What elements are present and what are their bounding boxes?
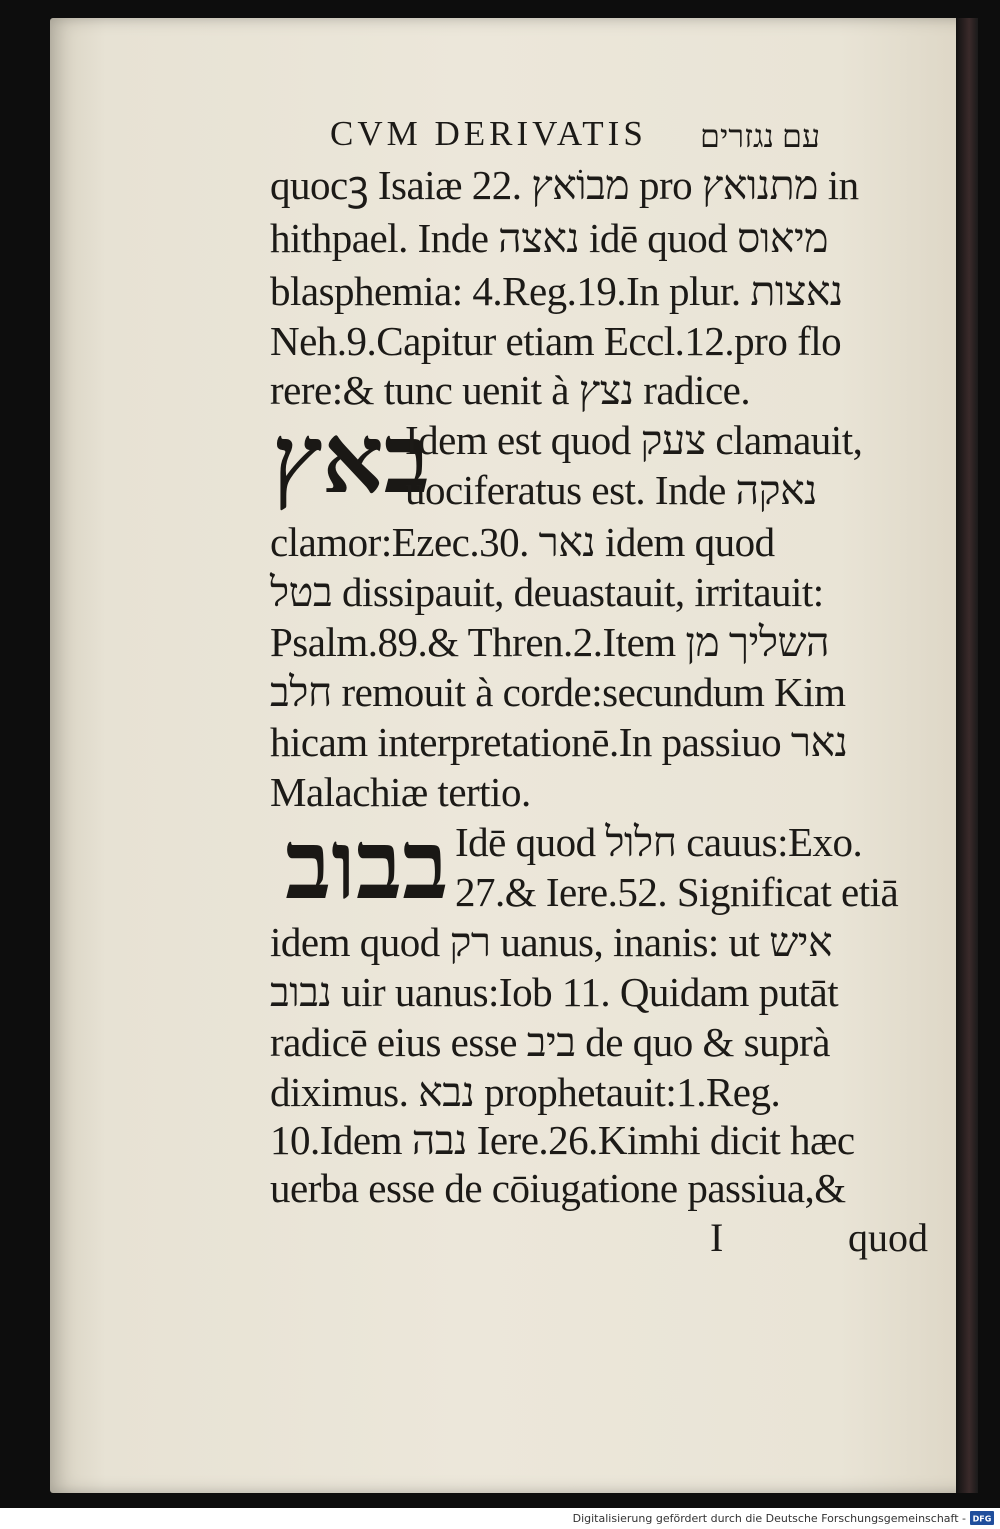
text-line-20: 10.Idem נבה Iere.26.Kimhi dicit hæc bbox=[270, 1117, 855, 1163]
running-head: CVM DERIVATIS bbox=[330, 114, 647, 153]
signature-mark: I bbox=[710, 1215, 724, 1260]
text-line-19: diximus. נבא prophetauit:1.Reg. bbox=[270, 1069, 781, 1115]
text-line-6: Idem est quod צעק clamauit, bbox=[405, 417, 863, 463]
dfg-logo-icon bbox=[970, 1511, 994, 1525]
text-line-10: Psalm.89.& Thren.2.Item השליך מן bbox=[270, 619, 830, 665]
text-line-12: hicam interpretationē.In passiuo נאר bbox=[270, 719, 848, 765]
dfg-logo-text: DFG bbox=[972, 1514, 992, 1524]
text-line-4: Neh.9.Capitur etiam Eccl.12.pro flo bbox=[270, 318, 842, 364]
text-line-21: uerba esse de cōiugatione passiua,& bbox=[270, 1165, 846, 1211]
headword-1: באץ bbox=[272, 406, 430, 513]
text-line-8: clamor:Ezec.30. נאר idem quod bbox=[270, 519, 775, 565]
text-line-1: quocꝫ Isaiæ 22. מבוֹאץ pro מתנואץ in bbox=[270, 162, 859, 208]
running-head-hebrew: עם נגזרים bbox=[700, 118, 821, 154]
text-line-13: Malachiæ tertio. bbox=[270, 769, 531, 815]
footer-credit: Digitalisierung gefördert durch die Deutsche Forschungsgemeinschaft - bbox=[572, 1512, 966, 1525]
digitization-footer bbox=[0, 1508, 1000, 1529]
text-line-9: בטל dissipauit, deuastauit, irritauit: bbox=[270, 569, 824, 615]
text-line-3: blasphemia: 4.Reg.19.In plur. נאצות bbox=[270, 268, 843, 314]
text-line-11: חלב remouit à corde:secundum Kim bbox=[270, 669, 846, 715]
text-line-18: radicē eius esse ביב de quo & suprà bbox=[270, 1019, 830, 1065]
text-line-16: idem quod רק uanus, inanis: ut איש bbox=[270, 919, 833, 965]
text-line-2: hithpael. Inde נאצה idē quod מיאוס bbox=[270, 215, 829, 261]
catchword: quod bbox=[848, 1215, 928, 1260]
text-line-7: uociferatus est. Inde נאקה bbox=[405, 467, 818, 513]
text-line-17: נבוב uir uanus:Iob 11. Quidam putāt bbox=[270, 969, 839, 1015]
text-line-15: 27.& Iere.52. Significat etiā bbox=[455, 869, 899, 915]
page-edge bbox=[956, 18, 978, 1493]
headword-2: בבוב bbox=[285, 812, 449, 919]
text-line-14: Idē quod חלול cauus:Exo. bbox=[455, 819, 863, 865]
text-line-5: rere:& tunc uenit à נצץ radice. bbox=[270, 367, 751, 413]
